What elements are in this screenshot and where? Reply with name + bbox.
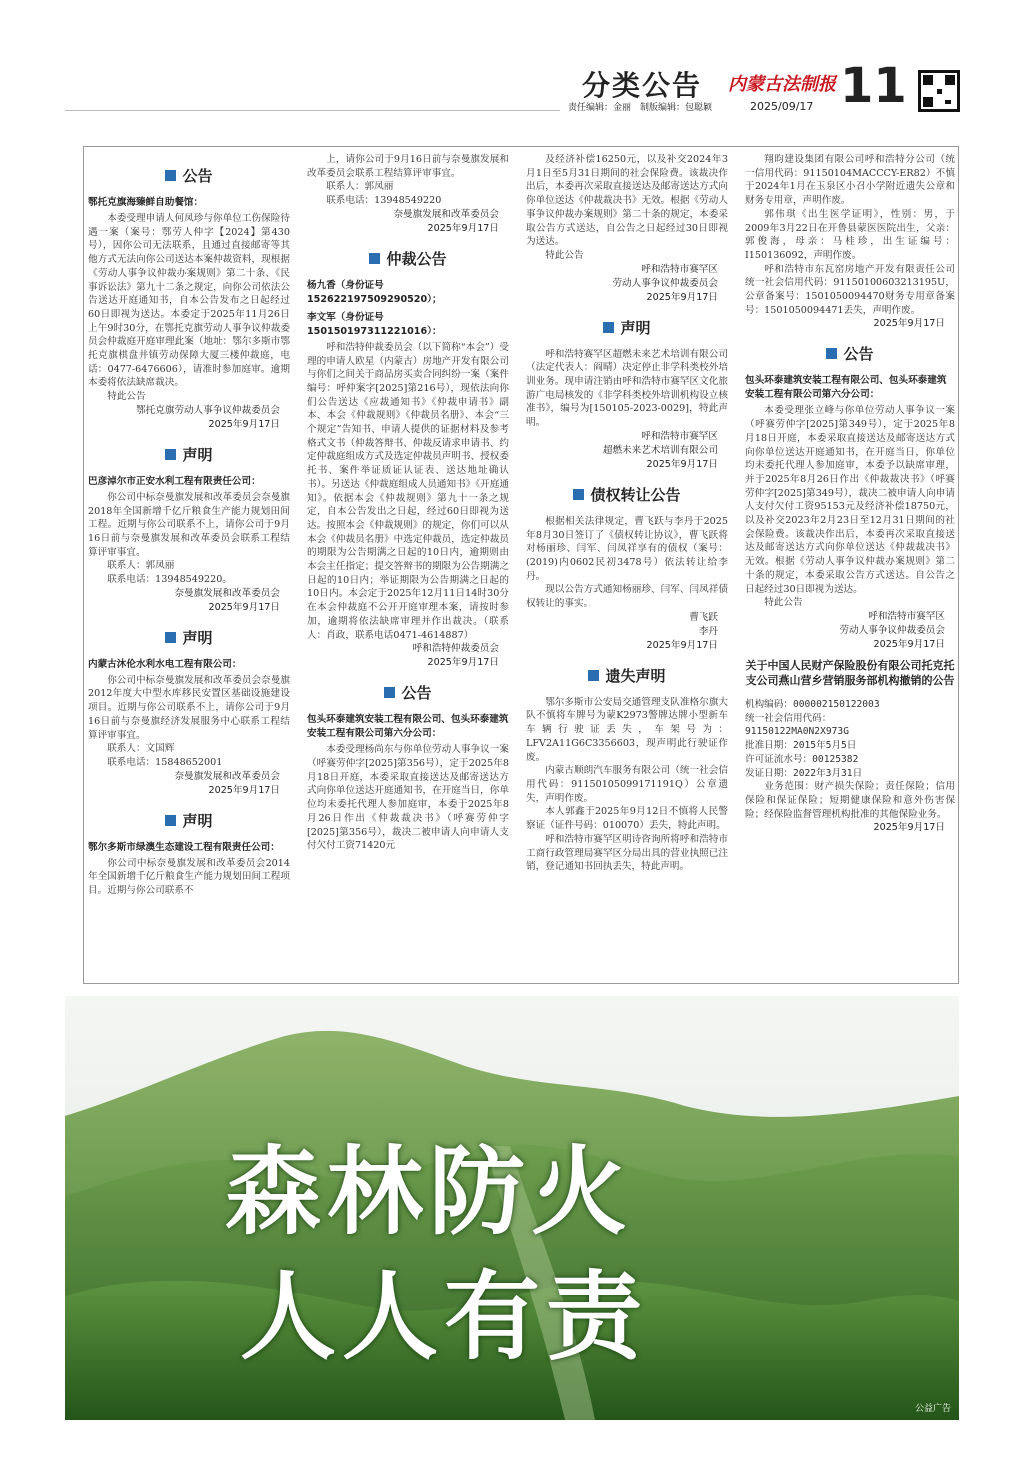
- column-1: [84, 147, 294, 983]
- ad-slogan-line-1: 森林防火: [225, 1136, 633, 1248]
- notice-date: 2025年9月17日: [427, 657, 499, 669]
- notice-body: 本委受理杨尚东与你单位劳动人事争议一案（呼赛劳仲字[2025]第356号），定于2025年8月18日开庭，本委采取直接送达及邮寄送达方式向你单位送达开庭通知书，在开庭当日，你单位均未委托代理人参加庭审，本委于2025年8月26日作出《仲裁裁决书》（呼赛劳仲字[2025]第356号），裁决二被申请人向申请人支付欠付工资71420元: [307, 744, 509, 852]
- contact-person: 联系人：郭凤丽: [107, 560, 175, 572]
- notice-signature: 奈曼旗发展和改革委员会: [393, 208, 499, 220]
- square-bullet-icon: [165, 449, 176, 460]
- notice-recipient: 包头环泰建筑安装工程有限公司、包头环泰建筑安装工程有限公司第六分公司：: [307, 714, 509, 740]
- notice-body: 根据相关法律规定，曹飞跃与李丹于2025年8月30日签订了《债权转让协议》，曹飞跃将对杨丽珍、闫军、闫凤祥享有的债权（案号：(2019)内0602民初3478号）依法转让给李丹。: [526, 515, 728, 582]
- notice-body: 内蒙古顺朗汽车服务有限公司（统一社会信用代码：91150105099171191Q）公章遗失，声明作废。: [526, 765, 728, 804]
- notice-signature: 劳动人事争议仲裁委员会: [612, 277, 718, 289]
- notice-date: 2025年9月17日: [208, 418, 280, 430]
- qr-code-icon: [918, 70, 960, 112]
- editor-credits: 责任编辑：金丽 制版编辑：包聪颖: [568, 103, 713, 113]
- notice-body: 郭伟琪《出生医学证明》，性别：男，于2009年3月22日在开鲁县蒙医医院出生，父亲：郭俊海，母亲：马桂珍，出生证编号：I150136092，声明作废。: [745, 208, 955, 261]
- notice-signature: 奈曼旗发展和改革委员会: [174, 587, 280, 599]
- notice-recipient: 鄂托克旗海臻鲜自助餐馆：: [88, 197, 204, 208]
- contact-phone: 联系电话：15848652001: [107, 756, 223, 768]
- square-bullet-icon: [603, 322, 614, 333]
- notice-closing: 特此公告: [764, 597, 803, 609]
- notice-body: 本人郭鑫于2025年9月12日不慎将人民警察证（证件号码：010070）丢失，特此声明。: [526, 806, 728, 832]
- notice-signature: 曹飞跃: [689, 611, 718, 623]
- square-bullet-icon: [573, 489, 584, 500]
- notice-date: 2025年9月17日: [873, 318, 945, 330]
- ad-slogan-line-2: 人人有责: [240, 1261, 648, 1373]
- page-header: [0, 0, 1024, 120]
- contact-phone: 联系电话：13948549220: [326, 195, 442, 207]
- license-number: 许可证流水号：00125382: [745, 753, 859, 765]
- notice-signature: 奈曼旗发展和改革委员会: [174, 770, 280, 782]
- square-bullet-icon: [826, 348, 837, 359]
- notice-recipient: 包头环泰建筑安装工程有限公司、包头环泰建筑安装工程有限公司第六分公司：: [745, 375, 947, 401]
- notice-signature: 呼和浩特市赛罕区: [641, 263, 718, 275]
- notice-date: 2025年9月17日: [873, 822, 945, 834]
- notice-heading: 公告: [745, 343, 955, 364]
- section-title: 分类公告: [582, 69, 703, 102]
- notice-date: 2025年9月17日: [873, 638, 945, 650]
- page-number: 11: [840, 58, 907, 114]
- notice-body: 本委受理申请人何凤珍与你单位工伤保险待遇一案（案号：鄂劳人仲字【2024】第430号），因你公司无法联系，且通过直接邮寄等其他方式无法向你公司送达本案仲裁资料，现根据《劳动人事争议仲裁办案规则》第二十条、《民事诉讼法》第九十二条之规定，向你公司依法公告送达开庭通知书，自本公告发布之日起经过60日即视为送达。本委定于2025年11月26日上午9时30分，在鄂托克旗劳动人事争议仲裁委员会仲裁庭开庭审理此案（地址：鄂尔多斯市鄂托克旗棋盘井镇劳动保障大厦三楼仲裁庭，电话：0477-6476606），请准时参加庭审。逾期本委将依法缺席裁决。: [88, 213, 290, 389]
- notice-recipient: 李文军（身份证号150150197311221016）：: [307, 311, 442, 337]
- notice-closing: 特此公告: [545, 249, 584, 261]
- column-2: [303, 147, 513, 983]
- public-service-ad: [65, 996, 959, 1420]
- notice-title: 关于中国人民财产保险股份有限公司托克托支公司燕山营乡营销服务部机构撤销的公告: [745, 658, 955, 687]
- notice-heading: 声明: [88, 444, 290, 465]
- notice-body: 本委受理张立峰与你单位劳动人事争议一案（呼赛劳仲字[2025]第349号），定于2025年8月18日开庭，本委采取直接送达及邮寄送达方式向你单位送达开庭通知书，在开庭当日，你单位均未委托代理人参加庭审，本委予以缺席审理，并于2025年8月26日作出《仲裁裁决书》（呼赛劳仲字[2025]第349号），裁决二被申请人向申请人支付欠付工资95153元及经济补偿18750元，以及补交2023年2月23日至12月31日期间的社会保险费。该裁决作出后，本委再次采取直接送达及邮寄送达方式向你单位送达《仲裁裁决书》无效。根据《劳动人事争议仲裁办案规则》第二十条的规定，本委采取公告方式送达。自公告之日起经过30日即视为送达。: [745, 405, 955, 595]
- notice-body: 上，请你公司于9月16日前与奈曼旗发展和改革委员会联系工程结算评审事宜。: [307, 154, 509, 179]
- notice-body: 呼和浩特仲裁委员会（以下简称“本会”）受理的申请人欧星（内蒙古）房地产开发有限公司与你们之间关于商品房买卖合同纠纷一案（案件编号：呼仲案字[2025]第216号），现依法向你们公告送达《应裁通知书》《仲裁申请书》副本、本会《仲裁规则》《仲裁员名册》、本会“三个规定”告知书、申请人提供的证据材料及参考格式文书（仲裁答辩书、仲裁反请求申请书、约定仲裁庭组成方式及选定仲裁员声明书、授权委托书、案件举证质证认证表、送达地址确认书）。另送达《仲裁庭组成人员通知书》《开庭通知》。依据本会《仲裁规则》第九十一条之规定，自本公告发出之日起，经过60日即视为送达。按照本会《仲裁规则》的规定，你们可以从本会《仲裁员名册》中选定仲裁员，选定仲裁员的期限为公告期满之日起的10日内，逾期则由本会主任指定；提交答辩书的期限为公告期满之日起的10日内；举证期限为公告期满之日起的10日内。本会定于2025年12月11日14时30分在本会仲裁庭不公开开庭审理本案，请按时参加，逾期将依法缺席审理并作出裁决。（联系人：肖政，联系电话0471-4614887）: [307, 341, 509, 641]
- ad-label: 公益广告: [914, 1404, 951, 1414]
- notice-signature: 超燃未来艺术培训有限公司: [602, 444, 718, 456]
- notices-panel: [83, 146, 959, 984]
- notice-closing: 特此公告: [107, 391, 146, 403]
- notice-date: 2025年9月17日: [208, 784, 280, 796]
- contact-phone: 联系电话：13948549220。: [107, 574, 232, 586]
- approval-date: 批准日期：2015年5月5日: [745, 740, 857, 752]
- credit-code-label: 统一社会信用代码：: [745, 712, 832, 724]
- notice-body: 翔昀建设集团有限公司呼和浩特分公司（统一信用代码：91150104MACCCY-ER82）不慎于2024年1月在玉泉区小召小学附近遗失公章和财务专用章，声明作废。: [745, 154, 955, 207]
- notice-heading: 声明: [526, 317, 728, 338]
- org-code: 机构编码：000002150122003: [745, 698, 880, 710]
- notice-body: 现以公告方式通知杨丽珍、闫军、闫凤祥债权转让的事实。: [526, 584, 728, 610]
- issue-date: 2025/09/17: [750, 100, 814, 113]
- square-bullet-icon: [369, 253, 380, 264]
- notice-body: 你公司中标奈曼旗发展和改革委员会2014年全国新增千亿斤粮食生产能力规划田间工程项目。近期与你公司联系不: [88, 857, 290, 897]
- column-4: [741, 147, 959, 983]
- notice-recipient: 杨九香（身份证号152622197509290520）；: [307, 279, 442, 305]
- notice-heading: 声明: [88, 627, 290, 648]
- notice-signature: 呼和浩特仲裁委员会: [412, 643, 499, 655]
- notice-body: 呼和浩特赛罕区超燃未来艺术培训有限公司（法定代表人：阎晴）决定停止非学科类校外培训业务。现申请注销由呼和浩特市赛罕区文化旅游广电局核发的《非学科类校外培训机构设立核准书》，编号为[150105-2023-0029]，特此声明。: [526, 348, 728, 429]
- notice-heading: 公告: [307, 682, 509, 703]
- notice-date: 2025年9月17日: [646, 639, 718, 651]
- notice-heading: 仲裁公告: [307, 248, 509, 269]
- square-bullet-icon: [165, 815, 176, 826]
- contact-person: 联系人：郭凤丽: [326, 181, 394, 193]
- notice-recipient: 巴彦淖尔市正安水利工程有限责任公司：: [88, 475, 261, 487]
- notice-heading: 声明: [88, 810, 290, 831]
- notice-body: 业务范围：财产损失保险；责任保险；信用保险和保证保险；短期健康保险和意外伤害保险；经保险监督管理机构批准的其他保险业务。: [745, 781, 955, 820]
- notice-body: 呼和浩特市赛罕区明诗咨询所将呼和浩特市工商行政管理局赛罕区分局出具的营业执照已注销，登记通知书回执丢失，特此声明。: [526, 833, 728, 873]
- notice-signature: 呼和浩特市赛罕区: [868, 610, 945, 622]
- notice-date: 2025年9月17日: [208, 601, 280, 613]
- notice-signature: 李丹: [698, 625, 718, 637]
- notice-body: 鄂尔多斯市公安局交通管理支队准格尔旗大队不慎将车牌号为蒙K2973警牌达牌小型新车车辆行驶证丢失，车架号为：LFV2A11G6C3356603，现声明此行驶证作废。: [526, 696, 728, 763]
- newspaper-logo: 内蒙古法制报: [728, 74, 836, 95]
- credit-code: 91150122MA0N2X973G: [745, 726, 849, 738]
- header-rule: [65, 110, 560, 111]
- notice-body: 呼和浩特市东瓦窑房地产开发有限责任公司统一社会信用代码：91150100603213195U，公章备案号：1501050094470财务专用章备案号：1501050094471丢失，声明作废。: [745, 263, 955, 316]
- notice-recipient: 内蒙古沐伦水利水电工程有限公司：: [88, 658, 242, 670]
- notice-date: 2025年9月17日: [646, 291, 718, 303]
- issue-date-line: 发证日期：2022年3月31日: [745, 767, 863, 779]
- notice-heading: 公告: [88, 165, 290, 186]
- notice-heading: 遗失声明: [526, 665, 728, 686]
- square-bullet-icon: [384, 687, 395, 698]
- notice-heading: 债权转让公告: [526, 484, 728, 505]
- column-3: [522, 147, 732, 983]
- notice-signature: 鄂托克旗劳动人事争议仲裁委员会: [136, 404, 280, 416]
- contact-person: 联系人：文国辉: [107, 743, 175, 755]
- notice-signature: 呼和浩特市赛罕区: [641, 430, 718, 442]
- notice-body: 你公司中标奈曼旗发展和改革委员会奈曼旗2012年度大中型水库移民安置区基础设施建设项目。近期与你公司联系不上，请你公司于9月16日前与奈曼旗经济发展服务中心联系工程结算评审事宜。: [88, 674, 290, 741]
- notice-date: 2025年9月17日: [646, 458, 718, 470]
- notice-recipient: 鄂尔多斯市绿澳生态建设工程有限责任公司：: [88, 841, 280, 853]
- square-bullet-icon: [165, 170, 176, 181]
- notice-body: 你公司中标奈曼旗发展和改革委员会奈曼旗2018年全国新增千亿斤粮食生产能力规划田间工程。近期与你公司联系不上，请你公司于9月16日前与奈曼旗发展和改革委员会联系工程结算评审事宜。: [88, 491, 290, 558]
- notice-body: 及经济补偿16250元，以及补交2024年3月1日至5月31日期间的社会保险费。该裁决作出后，本委再次采取直接送达及邮寄送达方式向你单位送达《仲裁裁决书》无效。根据《劳动人事争议仲裁办案规则》第二十条的规定，本委采取公告方式送达，自公告之日起经过30日即视为送达。: [526, 154, 728, 248]
- square-bullet-icon: [588, 670, 599, 681]
- notice-date: 2025年9月17日: [427, 222, 499, 234]
- square-bullet-icon: [165, 632, 176, 643]
- notice-signature: 劳动人事争议仲裁委员会: [839, 624, 945, 636]
